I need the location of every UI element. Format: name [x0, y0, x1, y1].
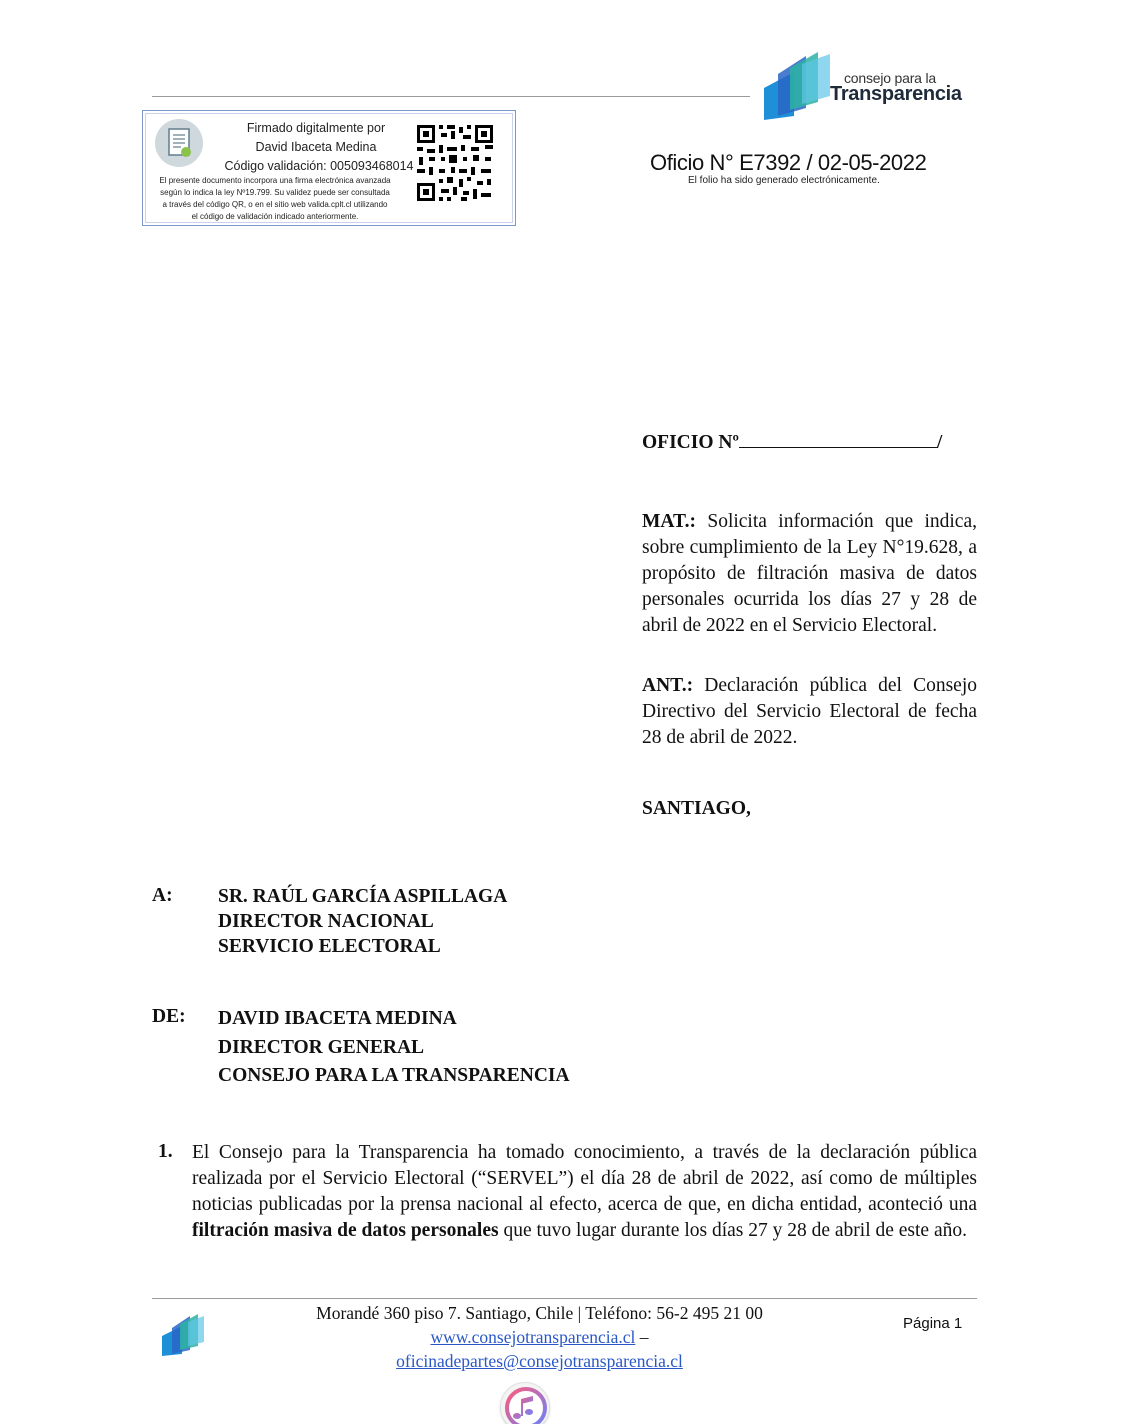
- oficio-number-blank: [739, 432, 937, 448]
- antecedent-text: Declaración pública del Consejo Directivo del Servicio Electoral de fecha 28 de abril de 2022.: [642, 675, 978, 748]
- signature-signed-by: Firmado digitalmente por: [246, 121, 386, 135]
- itunes-icon[interactable]: [500, 1382, 550, 1424]
- document-certificate-icon: [155, 119, 203, 167]
- digital-signature-box: [142, 110, 516, 226]
- transparencia-logo-icon: [160, 1312, 206, 1358]
- antecedent-label: ANT.:: [642, 675, 694, 696]
- page-number: Página 1: [903, 1315, 963, 1332]
- matter-text: Solicita información que indica, sobre cumplimiento de la Ley N°19.628, a propósito de filtración masiva de datos personales ocurrida los días 27 y 28 de abril de 2022 en el Servicio Electoral.: [642, 511, 977, 636]
- signature-legal-note: El presente documento incorpora una firma electrónica avanzada según lo indica la ley Nº19.799. Su validez puede ser consultada a través del código QR, o en el sitio web valida.cplt.cl utilizando el código de validación indicado anteriormente.: [159, 176, 391, 221]
- emphasis-text: filtración masiva de datos personales: [192, 1220, 499, 1241]
- antecedent-section: [642, 673, 977, 751]
- from-organization: CONSEJO PARA LA TRANSPARENCIA: [218, 1065, 570, 1086]
- footer-address: Morandé 360 piso 7. Santiago, Chile | Teléfono: 56-2 495 21 00: [316, 1303, 763, 1323]
- signature-signer-name: David Ibaceta Medina: [255, 140, 377, 154]
- from-block: [218, 1005, 570, 1091]
- matter-label: MAT.:: [642, 511, 696, 532]
- from-name: DAVID IBACETA MEDINA: [218, 1008, 457, 1029]
- qr-code-icon[interactable]: [415, 123, 495, 203]
- oficio-reference: Oficio N° E7392 / 02-05-2022: [650, 150, 927, 175]
- from-title: DIRECTOR GENERAL: [218, 1036, 425, 1058]
- paragraph-number: 1.: [158, 1141, 173, 1162]
- transparencia-logo-icon: [760, 50, 832, 122]
- paragraph-1: El Consejo para la Transparencia ha tomado conocimiento, a través de la declaración pública realizada por el Servicio Electoral (“SERVEL”) el día 28 de abril de 2022, así como de múltiples noticias publicadas por la prensa nacional al efecto, acerca de que, en dicha entidad, aconteció una filtración masiva de datos personales que tuvo lugar durante los días 27 y 28 de abril de este año.: [192, 1142, 977, 1241]
- footer-contact: Morandé 360 piso 7. Santiago, Chile | Teléfono: 56-2 495 21 00 www.consejotransparencia.cl – oficinadepartes@consejotransparencia.cl: [252, 1301, 827, 1373]
- logo-title: Transparencia: [830, 83, 962, 105]
- footer-website-link[interactable]: www.consejotransparencia.cl: [430, 1327, 636, 1347]
- footer-rule: [152, 1298, 977, 1299]
- city-line: SANTIAGO,: [642, 798, 751, 819]
- to-name: SR. RAÚL GARCÍA ASPILLAGA: [218, 886, 508, 907]
- to-organization: SERVICIO ELECTORAL: [218, 936, 441, 957]
- logo-subtitle: consejo para la: [844, 70, 936, 86]
- footer-email-link[interactable]: oficinadepartes@consejotransparencia.cl: [396, 1351, 683, 1371]
- folio-note: El folio ha sido generado electrónicamente.: [688, 175, 880, 186]
- from-label: DE:: [152, 1006, 186, 1027]
- to-label: A:: [152, 885, 173, 906]
- transparencia-logo: [760, 50, 980, 122]
- matter-section: [642, 509, 977, 639]
- to-block: [218, 884, 507, 959]
- oficio-number-field: OFICIO Nº /: [642, 432, 943, 453]
- to-title: DIRECTOR NACIONAL: [218, 911, 434, 932]
- header-rule: [152, 96, 750, 97]
- signature-validation-code: Código validación: 005093468014: [224, 159, 414, 173]
